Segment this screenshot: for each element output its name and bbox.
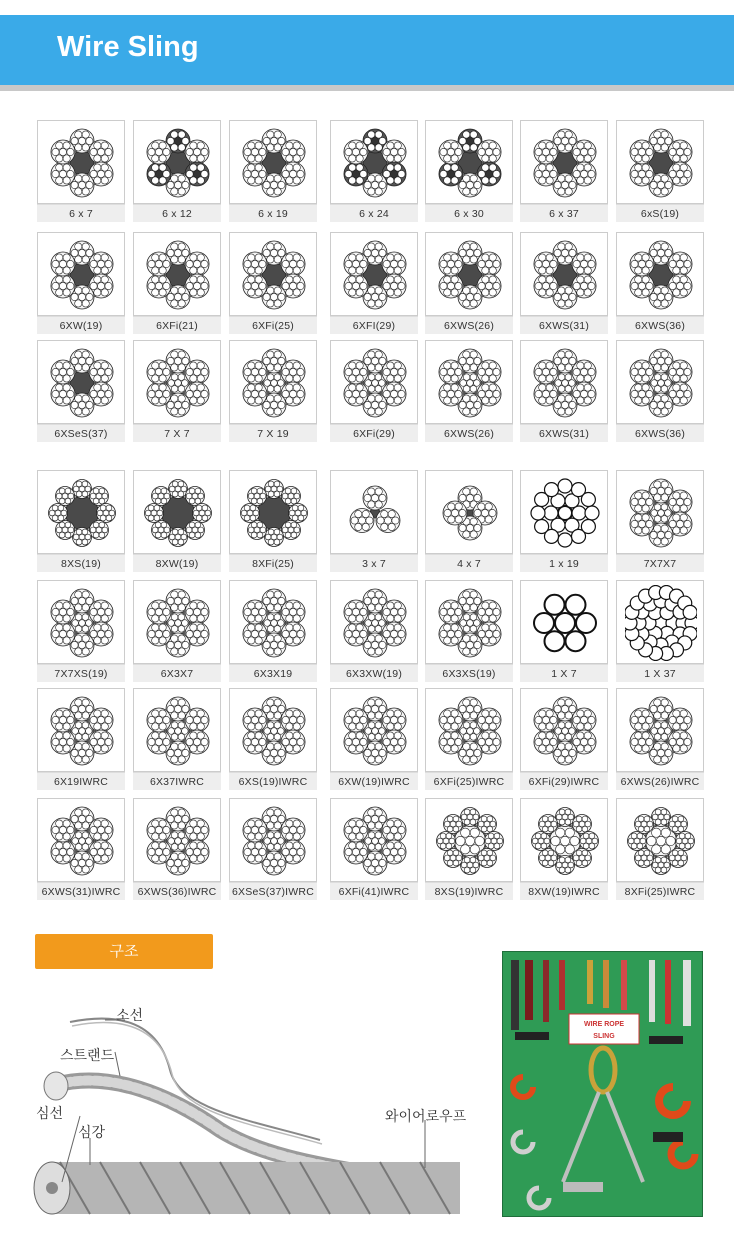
rope-cross-section-image xyxy=(529,345,601,421)
rope-cross-section-frame xyxy=(616,688,704,772)
rope-card xyxy=(330,120,418,222)
rope-label: 6X3X19 xyxy=(229,664,317,682)
rope-cross-section-frame xyxy=(133,580,221,664)
rope-cross-section-frame xyxy=(330,470,418,554)
page-header xyxy=(0,15,734,85)
rope-card xyxy=(616,688,704,790)
rope-card xyxy=(37,688,125,790)
rope-label: 6XWS(36) xyxy=(616,424,704,442)
rope-label: 6XWS(26)IWRC xyxy=(616,772,704,790)
rope-cross-section-frame xyxy=(133,470,221,554)
rope-card xyxy=(425,120,513,222)
rope-label: 6xS(19) xyxy=(616,204,704,222)
rope-label: 6XFi(21) xyxy=(133,316,221,334)
rope-cross-section-frame xyxy=(133,688,221,772)
rope-label: 8XW(19) xyxy=(133,554,221,572)
rope-label: 6XFi(29)IWRC xyxy=(520,772,608,790)
rope-cross-section-image xyxy=(625,125,697,201)
rope-cross-section-frame xyxy=(520,580,608,664)
label-core-wire: 심선 xyxy=(36,1105,64,1121)
rope-label: 1 X 7 xyxy=(520,664,608,682)
rope-cross-section-image xyxy=(339,237,411,313)
rope-label: 6XWS(31) xyxy=(520,424,608,442)
rope-card xyxy=(425,340,513,442)
rope-card xyxy=(425,232,513,334)
rope-card xyxy=(330,232,418,334)
rope-cross-section-image xyxy=(142,585,214,661)
rope-card xyxy=(330,688,418,790)
rope-card xyxy=(37,232,125,334)
structure-section-tag xyxy=(35,934,213,969)
rope-label: 1 X 37 xyxy=(616,664,704,682)
rope-cross-section-image xyxy=(142,475,214,551)
rope-cross-section-frame xyxy=(133,798,221,882)
rope-card xyxy=(616,120,704,222)
rope-cross-section-frame xyxy=(520,232,608,316)
rope-card xyxy=(520,120,608,222)
rope-cross-section-frame xyxy=(37,232,125,316)
rope-cross-section-image xyxy=(142,237,214,313)
rope-cross-section-image xyxy=(238,237,310,313)
rope-card xyxy=(229,470,317,572)
rope-cross-section-frame xyxy=(520,340,608,424)
rope-cross-section-image xyxy=(625,475,697,551)
wire-rope-structure-diagram xyxy=(20,990,490,1225)
rope-cross-section-frame xyxy=(425,688,513,772)
rope-cross-section-frame xyxy=(520,798,608,882)
rope-cross-section-image xyxy=(46,475,118,551)
rope-card xyxy=(425,580,513,682)
rope-cross-section-image xyxy=(339,693,411,769)
rope-cross-section-image xyxy=(529,803,601,879)
rope-cross-section-image xyxy=(529,237,601,313)
rope-cross-section-image xyxy=(339,585,411,661)
rope-label: 6XSeS(37) xyxy=(37,424,125,442)
rope-cross-section-image xyxy=(142,693,214,769)
rope-cross-section-image xyxy=(46,803,118,879)
rope-label: 6XWS(31)IWRC xyxy=(37,882,125,900)
rope-label: 1 x 19 xyxy=(520,554,608,572)
rope-cross-section-frame xyxy=(37,120,125,204)
rope-cross-section-image xyxy=(46,125,118,201)
rope-card xyxy=(37,580,125,682)
label-strand: 스트랜드 xyxy=(60,1047,115,1063)
label-core: 심강 xyxy=(78,1124,106,1140)
rope-card xyxy=(133,688,221,790)
header-divider xyxy=(0,85,734,91)
rope-label: 7 X 7 xyxy=(133,424,221,442)
rope-card xyxy=(133,580,221,682)
rope-label: 8XFi(25)IWRC xyxy=(616,882,704,900)
rope-card xyxy=(37,340,125,442)
rope-cross-section-image xyxy=(339,475,411,551)
rope-cross-section-frame xyxy=(616,798,704,882)
rope-card xyxy=(616,232,704,334)
rope-card xyxy=(520,340,608,442)
rope-card xyxy=(520,580,608,682)
rope-card xyxy=(133,798,221,900)
rope-cross-section-frame xyxy=(330,798,418,882)
rope-label: 7 X 19 xyxy=(229,424,317,442)
rope-cross-section-frame xyxy=(330,340,418,424)
rope-cross-section-image xyxy=(238,585,310,661)
structure-tag-label: 구조 xyxy=(109,943,139,960)
sling-display-board xyxy=(502,951,703,1217)
rope-card xyxy=(330,798,418,900)
label-wire-rope: 와이어로우프 xyxy=(385,1108,467,1124)
rope-cross-section-image xyxy=(625,693,697,769)
rope-label: 6XWS(36)IWRC xyxy=(133,882,221,900)
rope-cross-section-image xyxy=(339,803,411,879)
board-sign-line1: WIRE ROPE xyxy=(583,1021,625,1028)
rope-label: 6 x 7 xyxy=(37,204,125,222)
rope-card xyxy=(133,232,221,334)
rope-cross-section-image xyxy=(434,803,506,879)
rope-label: 6 x 30 xyxy=(425,204,513,222)
rope-cross-section-image xyxy=(142,803,214,879)
rope-cross-section-frame xyxy=(616,470,704,554)
rope-cross-section-image xyxy=(625,803,697,879)
rope-cross-section-image xyxy=(434,345,506,421)
rope-cross-section-frame xyxy=(425,798,513,882)
rope-cross-section-frame xyxy=(425,340,513,424)
page-title: Wire Sling xyxy=(57,31,199,63)
rope-label: 6XW(19) xyxy=(37,316,125,334)
rope-cross-section-frame xyxy=(133,340,221,424)
rope-label: 6X37IWRC xyxy=(133,772,221,790)
rope-label: 6 x 37 xyxy=(520,204,608,222)
rope-label: 6XFi(41)IWRC xyxy=(330,882,418,900)
rope-card xyxy=(229,688,317,790)
rope-cross-section-image xyxy=(434,125,506,201)
rope-label: 6XFI(29) xyxy=(330,316,418,334)
rope-card xyxy=(330,340,418,442)
rope-cross-section-frame xyxy=(616,580,704,664)
rope-cross-section-image xyxy=(238,345,310,421)
rope-cross-section-frame xyxy=(425,120,513,204)
rope-label: 8XS(19)IWRC xyxy=(425,882,513,900)
rope-label: 7X7XS(19) xyxy=(37,664,125,682)
rope-card xyxy=(37,798,125,900)
rope-label: 6XWS(26) xyxy=(425,424,513,442)
rope-cross-section-frame xyxy=(330,688,418,772)
rope-cross-section-frame xyxy=(616,340,704,424)
rope-cross-section-frame xyxy=(330,120,418,204)
rope-cross-section-frame xyxy=(229,232,317,316)
rope-cross-section-image xyxy=(238,475,310,551)
rope-cross-section-image xyxy=(529,475,601,551)
rope-cross-section-frame xyxy=(229,798,317,882)
rope-card xyxy=(330,470,418,572)
rope-cross-section-frame xyxy=(229,120,317,204)
rope-cross-section-image xyxy=(529,585,601,661)
rope-cross-section-image xyxy=(142,345,214,421)
rope-card xyxy=(229,340,317,442)
rope-label: 6XW(19)IWRC xyxy=(330,772,418,790)
rope-card xyxy=(616,470,704,572)
rope-label: 6X3XW(19) xyxy=(330,664,418,682)
rope-card xyxy=(133,340,221,442)
rope-cross-section-image xyxy=(339,125,411,201)
rope-card xyxy=(425,688,513,790)
rope-card xyxy=(37,470,125,572)
rope-card xyxy=(229,580,317,682)
rope-cross-section-image xyxy=(434,585,506,661)
rope-cross-section-frame xyxy=(37,580,125,664)
rope-card xyxy=(133,120,221,222)
rope-cross-section-image xyxy=(238,125,310,201)
rope-card xyxy=(37,120,125,222)
rope-cross-section-frame xyxy=(37,470,125,554)
rope-cross-section-image xyxy=(339,345,411,421)
rope-cross-section-frame xyxy=(425,470,513,554)
label-wire: 소선 xyxy=(116,1007,144,1023)
rope-cross-section-image xyxy=(46,237,118,313)
rope-label: 6XWS(36) xyxy=(616,316,704,334)
rope-cross-section-image xyxy=(434,475,506,551)
rope-cross-section-frame xyxy=(37,798,125,882)
rope-cross-section-image xyxy=(529,125,601,201)
rope-cross-section-image xyxy=(46,693,118,769)
rope-cross-section-image xyxy=(625,345,697,421)
rope-card xyxy=(616,580,704,682)
rope-cross-section-frame xyxy=(520,470,608,554)
rope-cross-section-frame xyxy=(37,340,125,424)
rope-cross-section-frame xyxy=(330,232,418,316)
rope-cross-section-image xyxy=(142,125,214,201)
rope-cross-section-image xyxy=(625,585,697,661)
rope-card xyxy=(425,798,513,900)
rope-cross-section-frame xyxy=(229,580,317,664)
rope-cross-section-image xyxy=(434,693,506,769)
rope-label: 8XS(19) xyxy=(37,554,125,572)
rope-card xyxy=(616,798,704,900)
rope-cross-section-frame xyxy=(133,120,221,204)
rope-label: 6X19IWRC xyxy=(37,772,125,790)
rope-cross-section-frame xyxy=(330,580,418,664)
rope-cross-section-image xyxy=(238,693,310,769)
rope-cross-section-image xyxy=(625,237,697,313)
rope-label: 8XFi(25) xyxy=(229,554,317,572)
sling-products-illustration xyxy=(503,952,702,1216)
rope-label: 6X3X7 xyxy=(133,664,221,682)
rope-label: 6XFi(25) xyxy=(229,316,317,334)
rope-cross-section-frame xyxy=(229,688,317,772)
rope-card xyxy=(520,470,608,572)
rope-cross-section-frame xyxy=(37,688,125,772)
rope-label: 6 x 12 xyxy=(133,204,221,222)
rope-cross-section-image xyxy=(238,803,310,879)
rope-label: 6XS(19)IWRC xyxy=(229,772,317,790)
rope-label: 6X3XS(19) xyxy=(425,664,513,682)
rope-card xyxy=(520,688,608,790)
rope-cross-section-frame xyxy=(520,120,608,204)
rope-cross-section-frame xyxy=(520,688,608,772)
rope-card xyxy=(520,232,608,334)
rope-cross-section-image xyxy=(46,585,118,661)
rope-cross-section-image xyxy=(434,237,506,313)
rope-card xyxy=(616,340,704,442)
board-sign-line2: SLING xyxy=(593,1033,615,1040)
rope-cross-section-image xyxy=(529,693,601,769)
rope-card xyxy=(330,580,418,682)
rope-label: 6XSeS(37)IWRC xyxy=(229,882,317,900)
rope-card xyxy=(425,470,513,572)
rope-label: 6XWS(26) xyxy=(425,316,513,334)
rope-cross-section-frame xyxy=(616,120,704,204)
rope-cross-section-frame xyxy=(133,232,221,316)
rope-card xyxy=(520,798,608,900)
rope-cross-section-frame xyxy=(616,232,704,316)
rope-label: 6XFi(25)IWRC xyxy=(425,772,513,790)
rope-cross-section-frame xyxy=(229,470,317,554)
rope-cross-section-frame xyxy=(425,580,513,664)
rope-cross-section-frame xyxy=(229,340,317,424)
rope-label: 6XWS(31) xyxy=(520,316,608,334)
rope-label: 6 x 24 xyxy=(330,204,418,222)
rope-label: 6 x 19 xyxy=(229,204,317,222)
rope-label: 3 x 7 xyxy=(330,554,418,572)
rope-label: 7X7X7 xyxy=(616,554,704,572)
rope-label: 6XFi(29) xyxy=(330,424,418,442)
rope-card xyxy=(133,470,221,572)
rope-cross-section-frame xyxy=(425,232,513,316)
rope-card xyxy=(229,120,317,222)
rope-label: 4 x 7 xyxy=(425,554,513,572)
rope-label: 8XW(19)IWRC xyxy=(520,882,608,900)
rope-card xyxy=(229,798,317,900)
rope-cross-section-image xyxy=(46,345,118,421)
rope-card xyxy=(229,232,317,334)
